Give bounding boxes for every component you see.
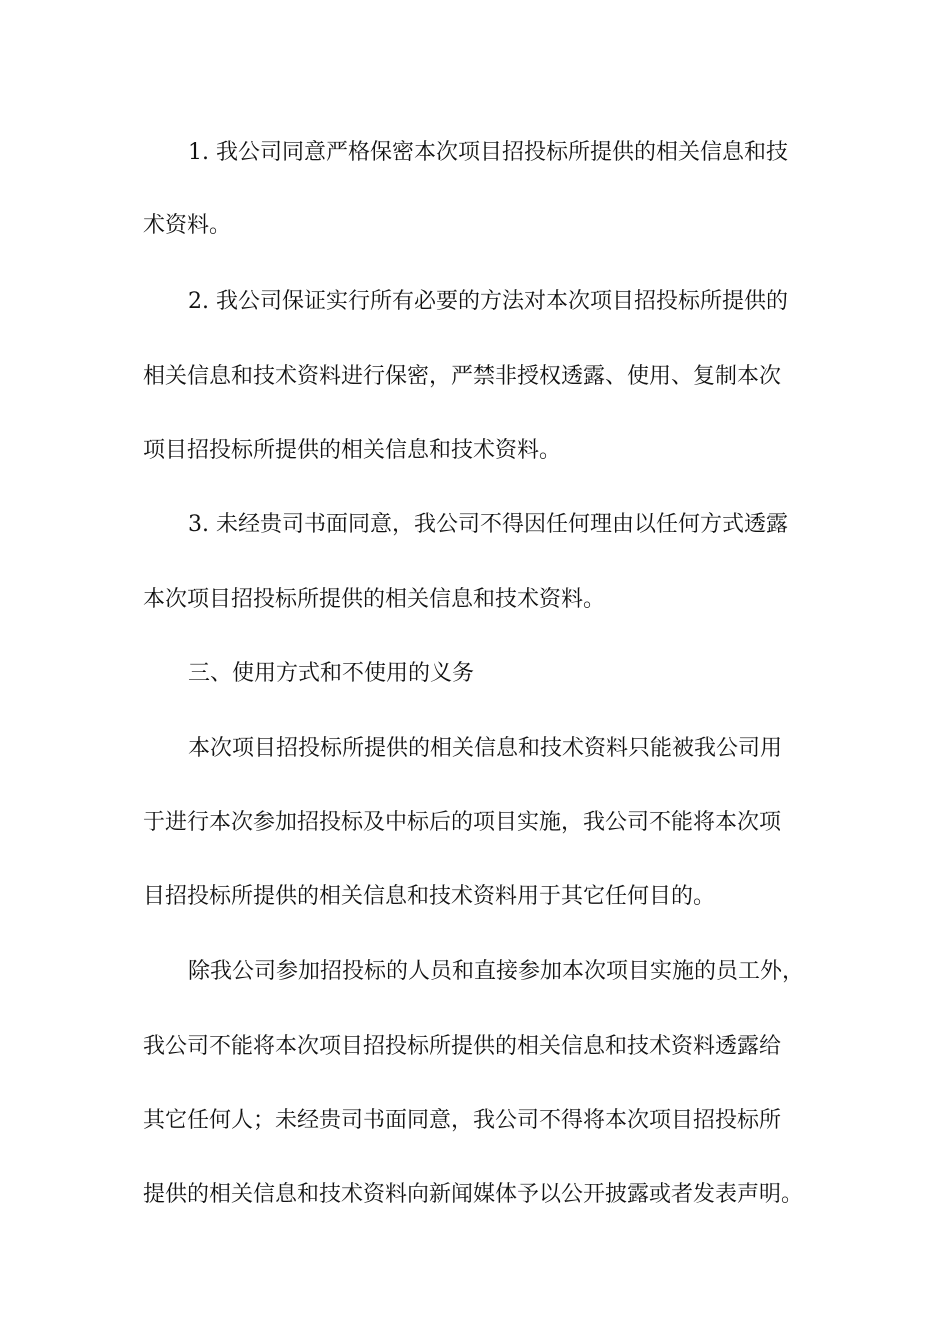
text-line-9: 本次项目招投标所提供的相关信息和技术资料只能被我公司用 xyxy=(188,736,783,761)
text-line-12: 除我公司参加招投标的人员和直接参加本次项目实施的员工外， xyxy=(188,959,805,984)
text-line-10: 于进行本次参加招投标及中标后的项目实施，我公司不能将本次项 xyxy=(143,810,782,835)
text-line-14: 其它任何人；未经贵司书面同意，我公司不得将本次项目招投标所 xyxy=(143,1108,782,1133)
text-line-4: 相关信息和技术资料进行保密，严禁非授权透露、使用、复制本次 xyxy=(143,364,782,389)
text-line-3: 2. 我公司保证实行所有必要的方法对本次项目招投标所提供的 xyxy=(188,289,788,314)
text-line-2: 术资料。 xyxy=(143,213,232,238)
text-line-6: 3. 未经贵司书面同意，我公司不得因任何理由以任何方式透露 xyxy=(188,512,788,537)
text-line-5: 项目招投标所提供的相关信息和技术资料。 xyxy=(143,438,562,463)
text-line-1: 1. 我公司同意严格保密本次项目招投标所提供的相关信息和技 xyxy=(188,140,788,165)
text-line-15: 提供的相关信息和技术资料向新闻媒体予以公开披露或者发表声明。 xyxy=(143,1182,804,1207)
text-line-11: 目招投标所提供的相关信息和技术资料用于其它任何目的。 xyxy=(143,884,716,909)
text-line-13: 我公司不能将本次项目招投标所提供的相关信息和技术资料透露给 xyxy=(143,1034,782,1059)
section-heading: 三、使用方式和不使用的义务 xyxy=(188,661,475,686)
text-line-7: 本次项目招投标所提供的相关信息和技术资料。 xyxy=(143,587,606,612)
